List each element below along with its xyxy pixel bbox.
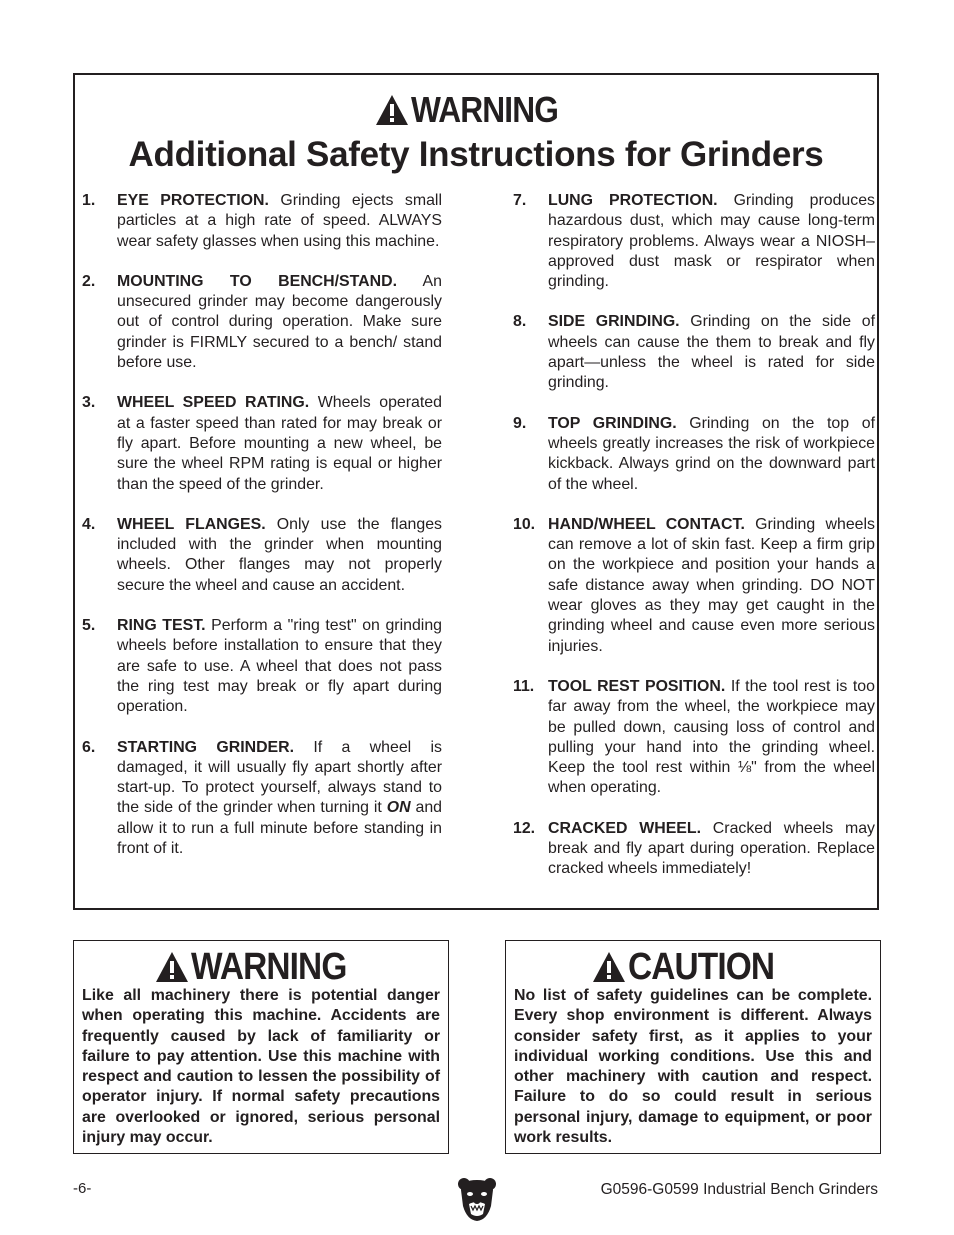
item-heading: TOP GRINDING. bbox=[548, 414, 677, 432]
item-number: 6. bbox=[82, 738, 96, 756]
item-number: 7. bbox=[513, 192, 527, 209]
item-number: 10. bbox=[513, 515, 536, 533]
item-text: Cracked wheels may break and fly apart during operation. Replace cracked wheels immediately! bbox=[548, 819, 875, 878]
item-number: 12. bbox=[513, 819, 536, 837]
warning-header bbox=[75, 89, 877, 131]
item-text: Perform a "ring test" on grinding wheels before installation to ensure that they are safe to use. A wheel that does not pass the ring test may break or fly apart during operation. bbox=[117, 617, 443, 716]
item-text: Grinding on the top of wheels greatly increases the risk of workpiece kickback. Always grind on the downward part of the wheel. bbox=[548, 414, 876, 493]
list-item bbox=[513, 414, 875, 495]
item-heading: TOOL REST POSITION. bbox=[548, 677, 726, 695]
list-item bbox=[82, 515, 442, 596]
item-text: Only use the flanges included with the grinder when mounting wheels. Other flanges may not properly secure the wheel and cause an accident. bbox=[117, 515, 442, 594]
item-heading: STARTING GRINDER. bbox=[117, 738, 295, 756]
caution-text: No list of safety guidelines can be complete. Every shop environment is different. Always consider safety first, as it applies to your individual working conditions. Use this and other machinery with caution and respect. Failure to do so could result in serious personal injury, damage to equipment, or poor work results. bbox=[514, 987, 872, 1147]
item-text: If a wheel is damaged, it will usually fly apart shortly after start-up. To protect yourself, always stand to the side of the grinder when turning it bbox=[117, 738, 442, 817]
warning-text: Like all machinery there is potential danger when operating this machine. Accidents are frequently caused by lack of familiarity or failure to pay attention. Use this machine with respect and caution to lessen the possibility of operator injury. If normal safety precautions are overlooked or ignored, serious personal injury may occur. bbox=[82, 987, 440, 1147]
item-text: Grinding ejects small particles at a high rate of speed. ALWAYS wear safety glasses when using this machine. bbox=[117, 192, 442, 250]
item-text: Wheels operated at a faster speed than rated for may break or fly apart. Before mounting a new wheel, be sure the wheel RPM rating is equal or higher than the speed of the grinder. bbox=[117, 394, 442, 493]
item-text: If the tool rest is too far away from the wheel, the workpiece may be pulled down, causing loss of control and pulling your hand into the grinding wheel. Keep the tool rest within ⅛" from the wheel when operating. bbox=[548, 677, 875, 797]
list-item bbox=[513, 191, 875, 292]
list-item bbox=[513, 312, 875, 393]
caution-triangle-icon bbox=[592, 951, 626, 983]
item-number: 11. bbox=[513, 677, 535, 695]
document-title: G0596-G0599 Industrial Bench Grinders bbox=[600, 1181, 878, 1198]
item-number: 4. bbox=[82, 515, 96, 533]
list-item bbox=[82, 738, 442, 860]
item-text: Grinding on the side of wheels can cause the them to break and fly apart—unless the wheel is rated for side grinding. bbox=[548, 313, 875, 392]
list-item bbox=[513, 819, 875, 880]
list-item bbox=[82, 191, 442, 252]
item-number: 9. bbox=[513, 414, 527, 432]
caution-signal-word: CAUTION bbox=[627, 946, 775, 988]
warning-triangle-icon bbox=[155, 951, 189, 983]
left-column bbox=[82, 191, 442, 879]
item-number: 8. bbox=[513, 313, 527, 331]
item-emphasis: ON bbox=[386, 799, 411, 817]
list-item bbox=[82, 272, 442, 373]
bear-head-logo-icon bbox=[457, 1176, 497, 1222]
list-item bbox=[513, 677, 875, 799]
item-heading: WHEEL FLANGES. bbox=[117, 515, 266, 533]
warning-signal-word: WARNING bbox=[190, 946, 347, 988]
list-item bbox=[513, 515, 875, 657]
right-column bbox=[513, 191, 875, 900]
general-caution-box bbox=[505, 940, 881, 1154]
item-text-continued: and allow it to run a full minute before standing in front of it. bbox=[117, 799, 443, 858]
list-item bbox=[82, 393, 442, 494]
item-heading: EYE PROTECTION. bbox=[117, 192, 269, 209]
item-number: 5. bbox=[82, 617, 96, 635]
item-heading: CRACKED WHEEL. bbox=[548, 819, 702, 837]
item-number: 3. bbox=[82, 394, 96, 412]
warning-triangle-icon bbox=[375, 94, 409, 126]
page-title: Additional Safety Instructions for Grinders bbox=[128, 135, 824, 174]
item-heading: HAND/WHEEL CONTACT. bbox=[548, 515, 745, 533]
item-heading: LUNG PROTECTION. bbox=[548, 192, 718, 209]
warning-signal-word: WARNING bbox=[410, 89, 558, 130]
item-text: Grinding wheels can remove a lot of skin fast. Keep a firm grip on the workpiece and position your hands a safe distance away when grinding. DO NOT wear gloves as they may get caught in the grinding wheel and cause even more serious injuries. bbox=[548, 515, 875, 655]
page-number: -6- bbox=[73, 1180, 92, 1197]
item-heading: WHEEL SPEED RATING. bbox=[117, 394, 310, 412]
warning-header bbox=[74, 947, 448, 987]
general-warning-box bbox=[73, 940, 449, 1154]
safety-instructions-box bbox=[73, 73, 879, 910]
list-item bbox=[82, 616, 442, 717]
item-heading: MOUNTING TO BENCH/STAND. bbox=[117, 272, 398, 290]
item-number: 1. bbox=[82, 192, 96, 209]
item-text: An unsecured grinder may become dangerously out of control during operation. Make sure grinder is FIRMLY secured to a bench/ stand before use. bbox=[117, 272, 442, 372]
item-heading: RING TEST. bbox=[117, 617, 206, 635]
item-text: Grinding produces hazardous dust, which may cause long-term respiratory problems. Always wear a NIOSH–approved dust mask or respirator when grinding. bbox=[548, 192, 875, 291]
item-heading: SIDE GRINDING. bbox=[548, 313, 680, 331]
caution-header bbox=[506, 947, 880, 987]
item-number: 2. bbox=[82, 272, 96, 290]
